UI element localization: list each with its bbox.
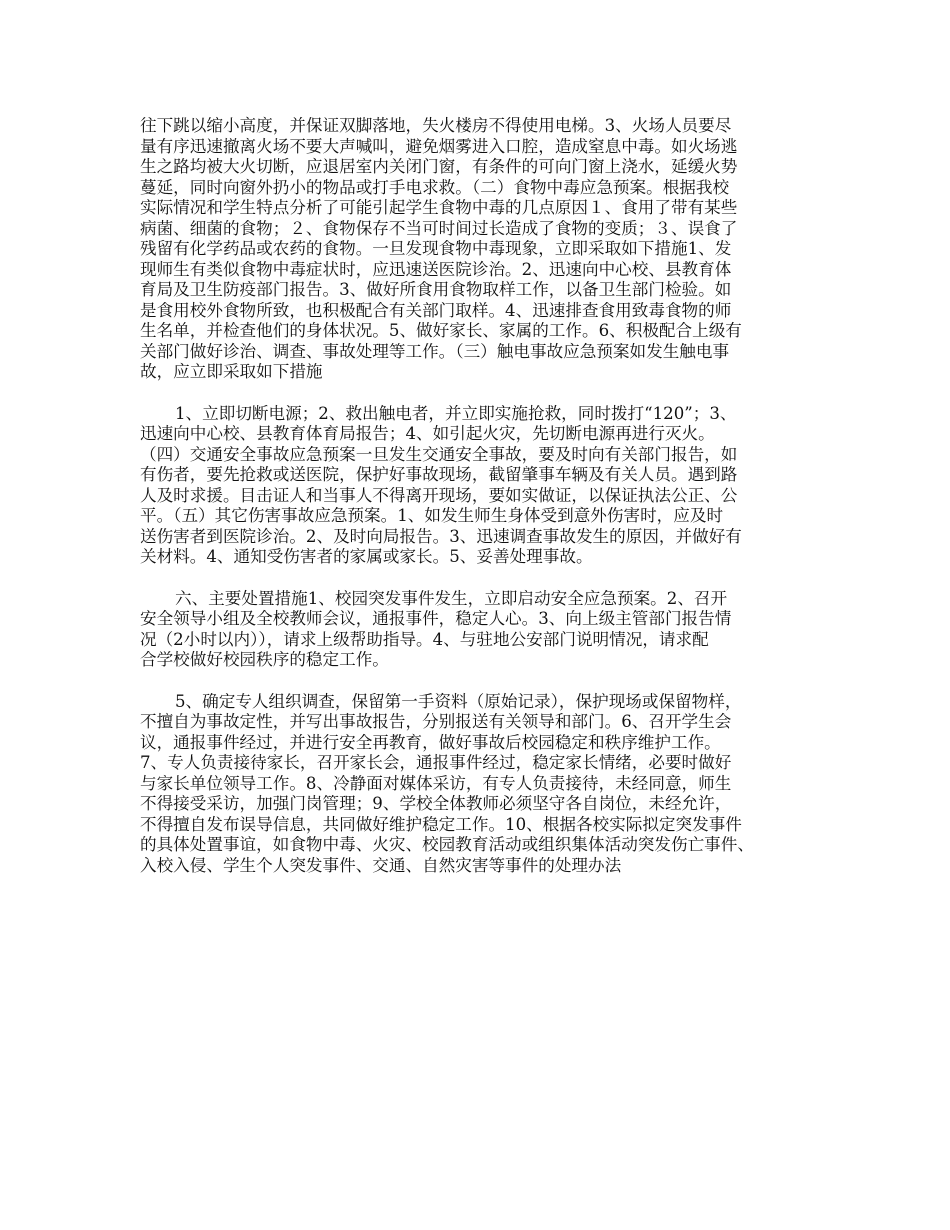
paragraph [140,116,826,383]
text-line: 平。（五）其它伤害事故应急预案。1、如发生师生身体受到意外伤害时，应及时 [140,506,724,525]
paragraph-gap [140,671,826,692]
text-line: 往下跳以缩小高度，并保证双脚落地，失火楼房不得使用电梯。3、火场人员要尽 [140,116,732,135]
text-line: 安全领导小组及全校教师会议，通报事件，稳定人心。3、向上级主管部门报告情 [140,609,732,628]
text-line: 病菌、细菌的食物；２、食物保存不当可时间过长造成了食物的变质；３、误食了 [140,218,738,238]
text-line: （四）交通安全事故应急预案一旦发生交通安全事故，要及时向有关部门报告，如 [140,444,738,464]
text-line: 与家长单位领导工作。8、冷静面对媒体采访，有专人负责接待，未经同意，师生 [140,773,732,793]
text-line: 不得擅自发布误导信息，共同做好维护稳定工作。10、根据各校实际拟定突发事件 [140,814,742,834]
text-line: 六、主要处置措施1、校园突发事件发生，立即启动安全应急预案。2、召开 [175,588,728,608]
text-line: 残留有化学药品或农药的食物。一旦发现食物中毒现象，立即采取如下措施1、发 [140,239,732,258]
text-line: 议，通报事件经过，并进行安全再教育，做好事故后校园稳定和秩序维护工作。 [140,732,721,752]
text-line: 关部门做好诊治、调查、事故处理等工作。（三）触电事故应急预案如发生触电事 [140,341,730,361]
text-line: 7、专人负责接待家长，召开家长会，通报事件经过，稳定家长情绪，必要时做好 [140,753,732,772]
text-line: 生名单，并检查他们的身体状况。5、做好家长、家属的工作。6、积极配合上级有 [140,321,742,340]
text-line: 合学校做好校园秩序的稳定工作。 [140,650,389,669]
text-line: 不擅自为事故定性，并写出事故报告，分别报送有关领导和部门。6、召开学生会 [140,712,732,731]
text-line: 关材料。4、通知受伤害者的家属或家长。5、妥善处理事故。 [140,547,593,566]
paragraph [140,404,826,568]
text-line: 实际情况和学生特点分析了可能引起学生食物中毒的几点原因１、食用了带有某些 [140,198,738,217]
text-line: 育局及卫生防疫部门报告。3、做好所食用食物取样工作，以备卫生部门检验。如 [140,280,732,299]
text-line: 不得接受采访，加强门岗管理；9、学校全体教师必须坚守各自岗位，未经允许， [140,794,732,813]
text-line: 现师生有类似食物中毒症状时，应迅速送医院诊治。2、迅速向中心校、县教育体 [140,259,732,279]
paragraph-gap [140,568,826,589]
text-line: 况（2小时以内）），请求上级帮助指导。4、与驻地公安部门说明情况，请求配 [140,629,709,649]
paragraph [140,692,826,877]
document-page [140,116,826,876]
text-line: 入校入侵、学生个人突发事件、交通、自然灾害等事件的处理办法 [140,855,622,875]
text-line: 迅速向中心校、县教育体育局报告；4、如引起火灾，先切断电源再进行灭火。 [140,424,715,443]
text-line: 量有序迅速撤离火场不要大声喊叫，避免烟雾进入口腔，造成窒息中毒。如火场逃 [140,136,738,156]
text-line: 1、立即切断电源；2、救出触电者，并立即实施抢救，同时拨打“120”；3、 [175,403,737,423]
text-line: 有伤者，要先抢救或送医院，保护好事故现场，截留肇事车辆及有关人员。遇到路 [140,465,738,484]
text-line: 人及时求援。目击证人和当事人不得离开现场，要如实做证，以保证执法公正、公 [140,485,738,505]
paragraph [140,589,826,671]
text-line: 生之路均被大火切断，应退居室内关闭门窗，有条件的可向门窗上浇水，延缓火势 [140,157,738,176]
text-line: 送伤害者到医院诊治。2、及时向局报告。3、迅速调查事故发生的原因，并做好有 [140,526,742,546]
text-line: 蔓延，同时向窗外扔小的物品或打手电求救。（二）食物中毒应急预案。根据我校 [140,177,730,197]
paragraph-gap [140,383,826,404]
text-line: 5、确定专人组织调查，保留第一手资料（原始记录），保护现场或保留物样， [175,691,742,711]
text-line: 的具体处置事谊，如食物中毒、火灾、校园教育活动或组织集体活动突发伤亡事件、 [140,835,754,854]
text-line: 是食用校外食物所致，也积极配合有关部门取样。4、迅速排查食用致毒食物的师 [140,300,732,320]
text-line: 故，应立即采取如下措施 [140,362,323,381]
